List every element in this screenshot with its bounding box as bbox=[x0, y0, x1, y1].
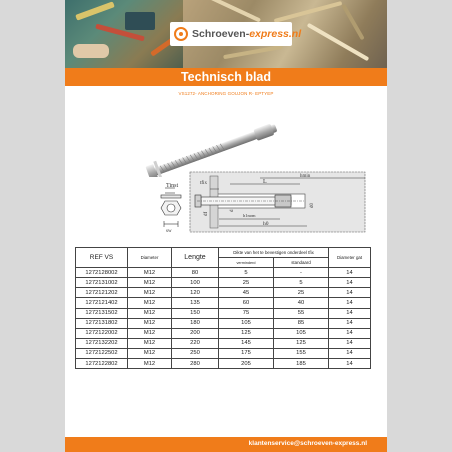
tfix-label: tfix bbox=[200, 181, 207, 186]
cell-ref: 1272122002 bbox=[76, 328, 128, 338]
cell-diameter: M12 bbox=[128, 308, 172, 318]
header-diameter: Diameter bbox=[128, 248, 172, 268]
cell-reduced: 175 bbox=[219, 348, 274, 358]
logo-icon bbox=[174, 27, 188, 41]
cell-length: 150 bbox=[172, 308, 219, 318]
cell-reduced: 5 bbox=[219, 268, 274, 278]
cell-reduced: 145 bbox=[219, 338, 274, 348]
cell-hole: 14 bbox=[329, 268, 371, 278]
cell-length: 80 bbox=[172, 268, 219, 278]
technical-sheet bbox=[65, 0, 387, 452]
cell-diameter: M12 bbox=[128, 359, 172, 369]
header-reduced: verminderd bbox=[219, 258, 274, 268]
cell-standard: 85 bbox=[274, 318, 329, 328]
cell-standard: 55 bbox=[274, 308, 329, 318]
cell-hole: 14 bbox=[329, 338, 371, 348]
table-row bbox=[76, 278, 371, 288]
cell-length: 100 bbox=[172, 278, 219, 288]
h1nom-label: h1nom bbox=[243, 213, 256, 218]
tinst-label: Tinst bbox=[166, 183, 179, 189]
header-length: Lengte bbox=[172, 248, 219, 268]
cell-diameter: M12 bbox=[128, 338, 172, 348]
cell-ref: 1272121202 bbox=[76, 288, 128, 298]
tools-photo bbox=[65, 0, 183, 68]
cell-length: 220 bbox=[172, 338, 219, 348]
cell-ref: 1272122802 bbox=[76, 359, 128, 369]
header-diameter-hole: Diameter gat bbox=[329, 248, 371, 268]
logo[interactable] bbox=[170, 22, 302, 46]
cell-length: 120 bbox=[172, 288, 219, 298]
l-label: L bbox=[263, 179, 267, 185]
cell-diameter: M12 bbox=[128, 288, 172, 298]
header-banner bbox=[65, 0, 387, 68]
cell-reduced: 75 bbox=[219, 308, 274, 318]
cell-ref: 1272132202 bbox=[76, 338, 128, 348]
cell-diameter: M12 bbox=[128, 268, 172, 278]
cell-reduced: 45 bbox=[219, 288, 274, 298]
df-label: df bbox=[204, 211, 209, 216]
cell-standard: 40 bbox=[274, 298, 329, 308]
cell-hole: 14 bbox=[329, 328, 371, 338]
cell-reduced: 125 bbox=[219, 328, 274, 338]
cell-diameter: M12 bbox=[128, 278, 172, 288]
header-standard: standaard bbox=[274, 258, 329, 268]
header-ref: REF VS bbox=[76, 248, 128, 268]
d-label: d bbox=[230, 209, 235, 212]
technical-drawing bbox=[135, 164, 380, 244]
cell-ref: 1272122502 bbox=[76, 348, 128, 358]
logo-text: Schroeven-express.nl bbox=[192, 28, 302, 40]
cell-hole: 14 bbox=[329, 318, 371, 328]
cell-diameter: M12 bbox=[128, 328, 172, 338]
cell-standard: 25 bbox=[274, 288, 329, 298]
cell-ref: 1272131502 bbox=[76, 308, 128, 318]
footer-email-link[interactable]: klantenservice@schroeven-express.nl bbox=[248, 440, 367, 447]
cell-diameter: M12 bbox=[128, 298, 172, 308]
cell-length: 180 bbox=[172, 318, 219, 328]
table-row bbox=[76, 268, 371, 278]
table-row bbox=[76, 288, 371, 298]
product-subtitle: VS1272- ANCHORING GOUJON R- EPTYEP bbox=[178, 91, 274, 96]
cell-hole: 14 bbox=[329, 298, 371, 308]
cell-hole: 14 bbox=[329, 348, 371, 358]
cell-standard: 185 bbox=[274, 359, 329, 369]
cell-hole: 14 bbox=[329, 278, 371, 288]
cell-standard: - bbox=[274, 268, 329, 278]
cell-reduced: 105 bbox=[219, 318, 274, 328]
cell-standard: 125 bbox=[274, 338, 329, 348]
cell-reduced: 25 bbox=[219, 278, 274, 288]
footer-bar bbox=[65, 437, 387, 452]
cell-length: 200 bbox=[172, 328, 219, 338]
table-row bbox=[76, 338, 371, 348]
cell-length: 135 bbox=[172, 298, 219, 308]
cell-hole: 14 bbox=[329, 308, 371, 318]
cell-length: 280 bbox=[172, 359, 219, 369]
cell-ref: 1272121402 bbox=[76, 298, 128, 308]
cell-ref: 1272131002 bbox=[76, 278, 128, 288]
table-row bbox=[76, 308, 371, 318]
table-row bbox=[76, 298, 371, 308]
d0-label: d0 bbox=[310, 203, 315, 208]
cell-hole: 14 bbox=[329, 359, 371, 369]
spec-table bbox=[75, 247, 371, 369]
cell-diameter: M12 bbox=[128, 318, 172, 328]
table-header-row bbox=[76, 248, 371, 258]
cell-length: 250 bbox=[172, 348, 219, 358]
table-row bbox=[76, 328, 371, 338]
cell-reduced: 205 bbox=[219, 359, 274, 369]
sw-label: sw bbox=[166, 229, 172, 234]
table-row bbox=[76, 318, 371, 328]
cell-hole: 14 bbox=[329, 288, 371, 298]
cell-standard: 105 bbox=[274, 328, 329, 338]
cell-diameter: M12 bbox=[128, 348, 172, 358]
hmin-label: hmin bbox=[300, 174, 311, 179]
cell-ref: 1272131802 bbox=[76, 318, 128, 328]
cell-reduced: 60 bbox=[219, 298, 274, 308]
table-row bbox=[76, 348, 371, 358]
table-row bbox=[76, 359, 371, 369]
cell-standard: 155 bbox=[274, 348, 329, 358]
page-title: Technisch blad bbox=[65, 68, 387, 86]
header-thickness: Dikte van het te bevestigen onderdeel tfix bbox=[219, 248, 329, 258]
cell-ref: 1272128002 bbox=[76, 268, 128, 278]
h0-label: h0 bbox=[263, 221, 269, 227]
cell-standard: 5 bbox=[274, 278, 329, 288]
